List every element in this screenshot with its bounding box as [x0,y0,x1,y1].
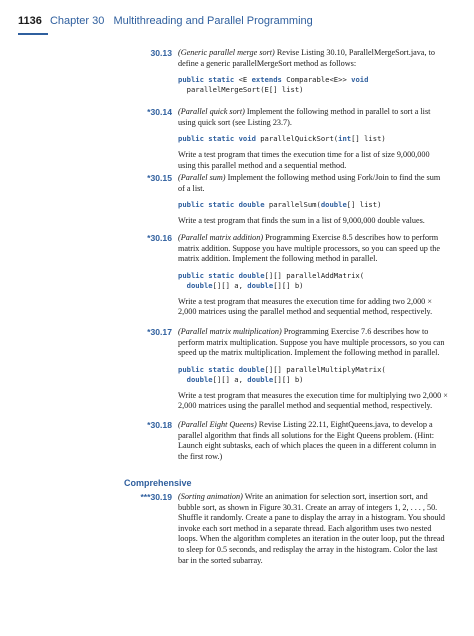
code-keyword: public [178,75,204,85]
code-block [178,365,448,385]
exercise-followup: Write a test program that finds the sum in a list of 9,000,000 double values. [178,216,425,226]
code-keyword: double [247,280,274,290]
header-rule [18,33,48,35]
exercise-followup: Write a test program that measures the execution time for adding two 2,000 × 2,000 matrices using the parallel method and sequential method, respectively. [178,296,433,317]
exercise-30-15 [147,173,448,227]
exercise-30-13 [150,48,448,101]
exercise-30-14 [147,107,448,171]
exercise-number: *30.14 [147,107,172,117]
code-line: double[][] a, double[][] b) [186,374,304,384]
code-keyword: static [208,200,235,210]
code-keyword: public [178,270,204,280]
code-keyword: public [178,134,204,144]
code-keyword: public [178,364,204,374]
chapter-label: Chapter 30 [49,15,105,27]
code-line: public static double[][] parallelAddMatrix( [178,270,365,280]
exercise-title: (Parallel quick sort) [178,107,245,116]
code-keyword: double [186,374,213,384]
code-keyword: static [208,270,235,280]
code-line: parallelMergeSort(E[] list) [178,85,304,95]
code-block [178,134,448,144]
exercise-text: Revise Listing 30.10, ParallelMergeSort.java, to define a generic parallelMergeSort method as follows: [178,48,435,68]
section-heading: Comprehensive [124,478,192,488]
exercise-30-16 [147,233,448,318]
exercise-text: Programming Exercise 8.5 describes how to perform matrix addition. Suppose you have multiple processors, so you can speed up the matrix addition. Implement the following method in parallel. [178,233,440,264]
exercise-title: (Generic parallel merge sort) [178,48,275,57]
code-line: public static double parallelSum(double[] list) [178,200,382,210]
code-keyword: void [351,75,369,85]
exercise-30-17 [147,327,448,412]
code-keyword: static [208,134,235,144]
exercise-text: Implement the following method in parallel to sort a list using quick sort (see Listing 23.7). [178,107,431,127]
chapter-title: Multithreading and Parallel Programming [113,15,313,27]
exercise-title: (Parallel Eight Queens) [178,420,257,429]
exercise-followup: Write a test program that times the execution time for a list of size 9,000,000 using this parallel method and a sequential method. [178,150,430,170]
exercise-followup: Write a test program that measures the execution time for multiplying two 2,000 × 2,000 matrices using the parallel method and sequential method, respectively. [178,390,448,411]
code-keyword: double [238,200,265,210]
page-number: 1136 [18,15,42,27]
exercise-title: (Parallel matrix addition) [178,233,264,242]
code-line: double[][] a, double[][] b) [186,280,304,290]
exercise-number: *30.16 [147,233,172,243]
code-block [178,75,448,95]
exercise-text: Revise Listing 22.11, EightQueens.java, to develop a parallel algorithm that finds all solutions for the Eight Queens problem. (Hint: Launch eight subtasks, each of which places the queen in a different column in the first row.) [178,420,437,461]
exercise-title: (Parallel sum) [178,173,226,182]
exercise-text: Write an animation for selection sort, insertion sort, and bubble sort, as shown in Figure 30.31. Create an array of integers 1, 2, . . . , 50. Shuffle it randomly. Create a pane to display the array in a histogram. You should invoke each sort method in a separate thread. Each algorithm uses two nested loops. When the algorithm completes an iteration in the outer loop, put the thread to sleep for 0.5 seconds, and redisplay the array in the histogram. Color the last bar in the sorted subarray. [178,492,445,565]
code-keyword: void [238,134,256,144]
exercise-number: 30.13 [150,48,172,58]
code-keyword: double [238,270,265,280]
code-line: public static <E extends Comparable<E>> void [178,75,369,85]
exercise-text: Programming Exercise 7.6 describes how to perform matrix multiplication. Suppose you have multiple processors, so you can speed up the matrix multiplication. Implement the following method in parallel. [178,327,445,358]
exercise-title: (Sorting animation) [178,492,243,501]
exercise-number: *30.15 [147,173,172,183]
code-keyword: double [247,374,274,384]
code-line: public static double[][] parallelMultiplyMatrix( [178,364,386,374]
code-block [178,271,448,291]
exercise-30-18 [147,420,448,462]
code-keyword: int [338,134,352,144]
exercise-number: *30.17 [147,327,172,337]
exercise-30-19 [140,492,448,566]
code-keyword: static [208,75,235,85]
exercise-title: (Parallel matrix multiplication) [178,327,282,336]
code-keyword: static [208,364,235,374]
exercise-number: ***30.19 [140,492,172,502]
code-keyword: public [178,200,204,210]
running-header [18,15,313,27]
code-keyword: double [186,280,213,290]
code-keyword: extends [251,75,282,85]
code-block [178,200,448,210]
exercise-text: Implement the following method using Fork/Join to find the sum of a list. [178,173,441,193]
code-keyword: double [238,364,265,374]
exercise-number: *30.18 [147,420,172,430]
code-line: public static void parallelQuickSort(int[] list) [178,134,386,144]
code-keyword: double [320,200,347,210]
